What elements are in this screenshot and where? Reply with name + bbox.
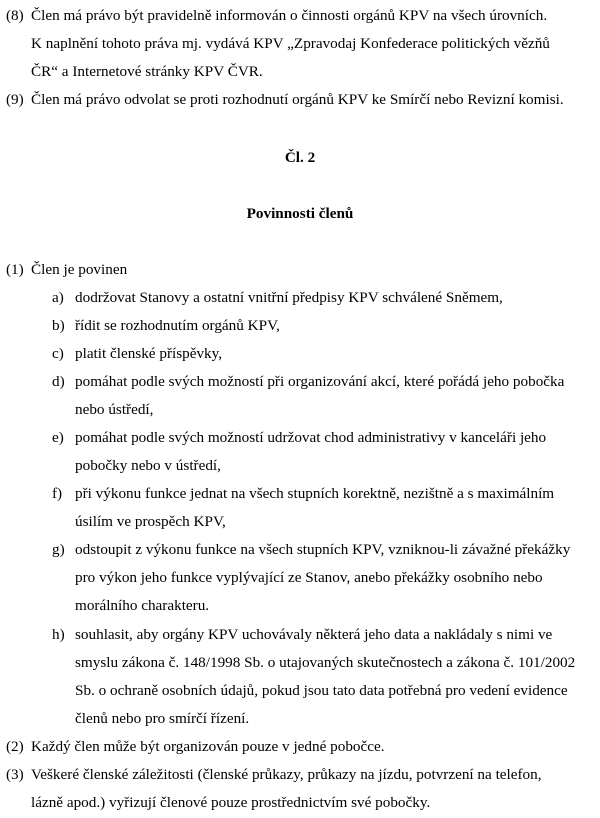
paragraph-line: Člen má právo být pravidelně informován o činnosti orgánů KPV na všech úrovních. — [31, 7, 548, 24]
paragraph-number: (9) — [6, 91, 24, 108]
paragraph-number: (3) — [6, 766, 24, 783]
item-line: platit členské příspěvky, — [75, 345, 223, 362]
item-label: c) — [52, 345, 64, 362]
item-line: dodržovat Stanovy a ostatní vnitřní předpisy KPV schválené Sněmem, — [75, 289, 503, 306]
paragraph-line: lázně apod.) vyřizují členové pouze prostřednictvím své pobočky. — [31, 794, 431, 811]
item-label: e) — [52, 429, 64, 446]
item-label: d) — [52, 373, 65, 390]
item-label: a) — [52, 289, 64, 306]
paragraph-line: K naplnění tohoto práva mj. vydává KPV „Zpravodaj Konfederace politických vězňů — [31, 35, 550, 52]
item-line: členů nebo pro smírčí řízení. — [75, 710, 250, 727]
item-line: pomáhat podle svých možností udržovat chod administrativy v kanceláři jeho — [75, 429, 547, 446]
article-number: Čl. 2 — [284, 149, 316, 166]
item-line: pro výkon jeho funkce vyplývající ze Stanov, anebo překážky osobního nebo — [75, 569, 543, 586]
paragraph-line: ČR“ a Internetové stránky KPV ČVR. — [31, 63, 263, 80]
item-line: úsilím ve prospěch KPV, — [75, 513, 226, 530]
item-line: při výkonu funkce jednat na všech stupních korektně, nezištně a s maximálním — [75, 485, 555, 502]
paragraph-number: (1) — [6, 261, 24, 278]
item-line: morálního charakteru. — [75, 597, 210, 614]
item-line: pobočky nebo v ústředí, — [75, 457, 221, 474]
paragraph-number: (8) — [6, 7, 24, 24]
item-label: f) — [52, 485, 63, 502]
paragraph-line: Veškeré členské záležitosti (členské průkazy, průkazy na jízdu, potvrzení na telefon, — [31, 766, 542, 783]
paragraph-line: Každý člen může být organizován pouze v jedné pobočce. — [31, 738, 385, 755]
item-line: souhlasit, aby orgány KPV uchovávaly některá jeho data a nakládaly s nimi ve — [75, 626, 553, 643]
item-label: b) — [52, 317, 65, 334]
paragraph-number: (2) — [6, 738, 24, 755]
item-label: h) — [52, 626, 65, 643]
item-line: odstoupit z výkonu funkce na všech stupních KPV, vzniknou-li závažné překážky — [75, 541, 571, 558]
item-line: nebo ústředí, — [75, 401, 154, 418]
item-line: řídit se rozhodnutím orgánů KPV, — [75, 317, 280, 334]
item-line: smyslu zákona č. 148/1998 Sb. o utajovaných skutečnostech a zákona č. 101/2002 — [75, 654, 576, 671]
item-label: g) — [52, 541, 65, 558]
item-line: Sb. o ochraně osobních údajů, pokud jsou tato data potřebná pro vedení evidence — [75, 682, 568, 699]
paragraph-line: Člen je povinen — [31, 261, 128, 278]
paragraph-line: Člen má právo odvolat se proti rozhodnutí orgánů KPV ke Smírčí nebo Revizní komisi. — [31, 91, 564, 108]
item-line: pomáhat podle svých možností při organizování akcí, které pořádá jeho pobočka — [75, 373, 565, 390]
article-title: Povinnosti členů — [246, 205, 354, 222]
